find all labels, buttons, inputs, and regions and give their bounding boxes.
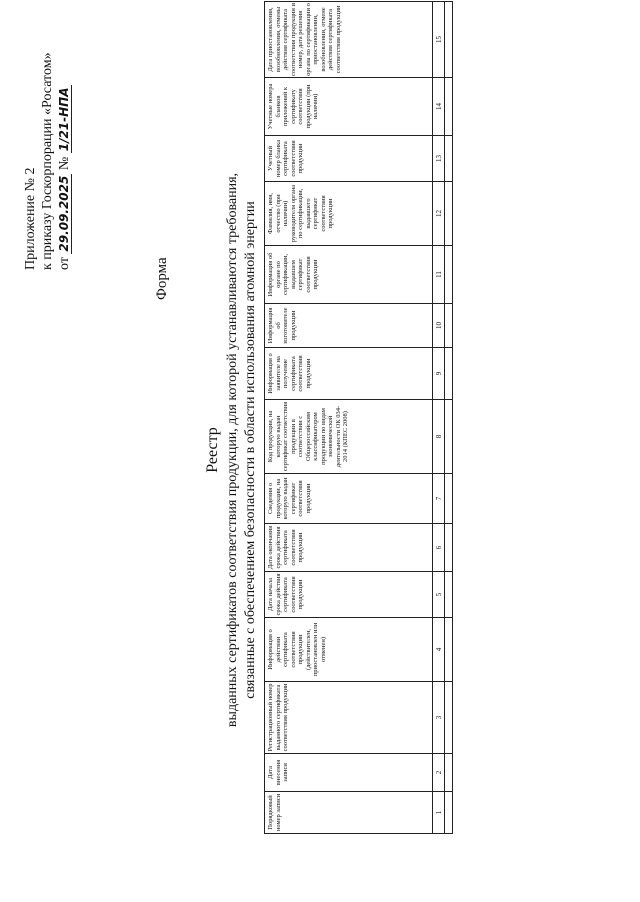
empty-cell xyxy=(445,2,453,78)
column-header: Учетные номера бланков приложений к сертификату соответствия продукции (при наличии) xyxy=(265,78,433,136)
empty-cell xyxy=(445,136,453,182)
handwritten-number: 1/21-НПА xyxy=(57,87,71,152)
date-prefix: от xyxy=(57,257,72,270)
empty-cell xyxy=(445,400,453,474)
column-number: 10 xyxy=(433,304,445,348)
number-prefix: № xyxy=(57,156,72,171)
rotated-content xyxy=(12,3,602,870)
empty-cell xyxy=(445,304,453,348)
form-label: Форма xyxy=(154,257,170,300)
column-number: 8 xyxy=(433,400,445,474)
column-number: 15 xyxy=(433,2,445,78)
empty-cell xyxy=(445,246,453,304)
appendix-block xyxy=(22,45,73,270)
column-number: 12 xyxy=(433,182,445,246)
column-number: 2 xyxy=(433,754,445,792)
title-line-3: связанные с обеспечением безопасности в области использования атомной энергии xyxy=(243,201,258,699)
document-title xyxy=(204,30,260,870)
registry-table xyxy=(264,1,453,834)
column-number: 6 xyxy=(433,524,445,572)
table-header-row xyxy=(265,2,433,834)
empty-cell xyxy=(445,682,453,754)
empty-cell xyxy=(445,474,453,524)
column-number: 14 xyxy=(433,78,445,136)
column-number: 11 xyxy=(433,246,445,304)
column-header: Информация об органе по сертификации, выдавшем сертификат соответствия продукции xyxy=(265,246,433,304)
appendix-line-1: Приложение № 2 xyxy=(23,167,38,270)
column-number: 1 xyxy=(433,792,445,834)
column-header: Код продукции, на которую выдан сертификат соответствия продукции в соответствии с Общероссийским классификатором продукции по видам экономической деятельности ОК 034-2014 (КПЕС 2008) xyxy=(265,400,433,474)
column-header: Учетный номер бланка сертификата соответствия продукции xyxy=(265,136,433,182)
column-number: 4 xyxy=(433,618,445,682)
empty-cell xyxy=(445,348,453,400)
column-header: Информация об изготовителе продукции xyxy=(265,304,433,348)
column-number: 7 xyxy=(433,474,445,524)
column-header: Сведения о продукции, на которую выдан сертификат соответствия продукции xyxy=(265,474,433,524)
column-header: Дата окончания срока действия сертификата соответствия продукции xyxy=(265,524,433,572)
column-header: Регистрационный номер выданного сертификата соответствия продукции xyxy=(265,682,433,754)
column-header: Порядковый номер записи xyxy=(265,792,433,834)
column-number: 5 xyxy=(433,572,445,618)
empty-cell xyxy=(445,572,453,618)
column-header: Информация о заявителе на получение сертификата соответствия продукции xyxy=(265,348,433,400)
empty-cell xyxy=(445,754,453,792)
column-header: Информация о действии сертификата соответствия продукции (действителен, приостановлен или отменен) xyxy=(265,618,433,682)
column-header: Дата внесения записи xyxy=(265,754,433,792)
column-number: 3 xyxy=(433,682,445,754)
appendix-date-line xyxy=(56,45,73,270)
empty-data-row xyxy=(445,2,453,834)
empty-cell xyxy=(445,792,453,834)
column-number: 9 xyxy=(433,348,445,400)
empty-cell xyxy=(445,618,453,682)
handwritten-date: 29.09.2025 xyxy=(57,175,71,252)
column-header: Дата приостановления, возобновления, отмены действия сертификата соответствия продукции и номер, дата решения органа по сертификации о приостановлении, возобновлении, отмене действия сертификата соответствия продукции xyxy=(265,2,433,78)
empty-cell xyxy=(445,524,453,572)
empty-cell xyxy=(445,182,453,246)
title-line-2: выданных сертификатов соответствия продукции, для которой устанавливаются требования, xyxy=(225,172,240,728)
empty-cell xyxy=(445,78,453,136)
column-number-row xyxy=(433,2,445,834)
column-header: Дата начала срока действия сертификата соответствия продукции xyxy=(265,572,433,618)
column-number: 13 xyxy=(433,136,445,182)
column-header: Фамилия, имя, отчество (при наличии) руководителя органа по сертификации, выдавшего сертификат соответствия продукции xyxy=(265,182,433,246)
appendix-line-2: к приказу Госкорпорации «Росатом» xyxy=(40,52,55,270)
title-line-1: Реестр xyxy=(204,427,221,473)
